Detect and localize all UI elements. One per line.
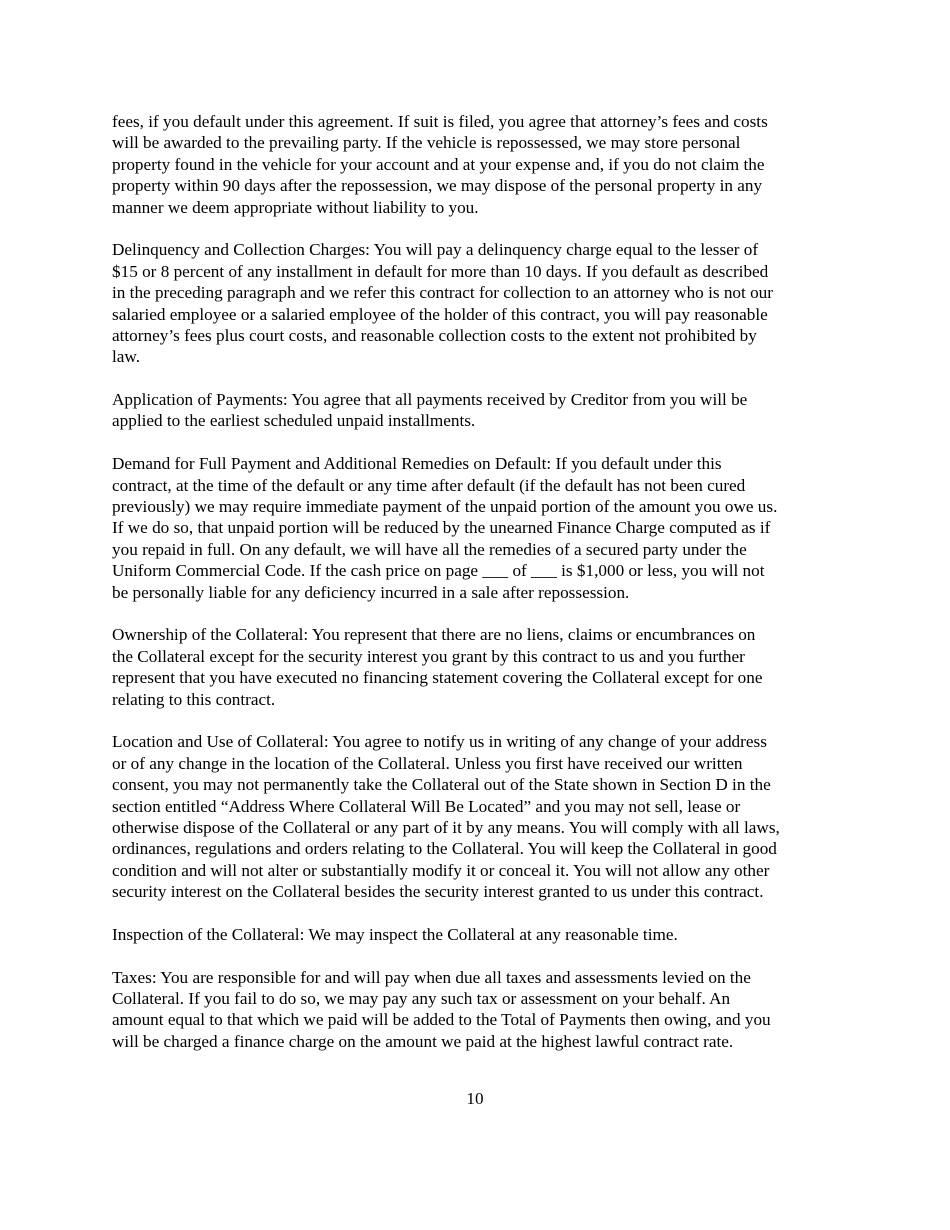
- text-line: Taxes: You are responsible for and will pay when due all taxes and assessments levied on the: [112, 967, 751, 987]
- paragraph-delinquency-charges: [112, 239, 842, 367]
- text-line: applied to the earliest scheduled unpaid installments.: [112, 411, 476, 431]
- paragraph-location-and-use: [112, 731, 842, 902]
- text-line: in the preceding paragraph and we refer this contract for collection to an attorney who is not our: [112, 283, 773, 303]
- text-line: salaried employee or a salaried employee of the holder of this contract, you will pay reasonable: [112, 304, 768, 324]
- text-line: security interest on the Collateral besides the security interest granted to us under this contract.: [112, 882, 764, 902]
- text-line: attorney’s fees plus court costs, and reasonable collection costs to the extent not prohibited by: [112, 325, 757, 345]
- text-line: will be awarded to the prevailing party. If the vehicle is repossessed, we may store personal: [112, 133, 741, 153]
- text-line: Collateral. If you fail to do so, we may pay any such tax or assessment on your behalf. An: [112, 989, 731, 1009]
- text-line: relating to this contract.: [112, 689, 276, 709]
- text-line: property within 90 days after the repossession, we may dispose of the personal property in any: [112, 176, 763, 196]
- paragraph-attorney-fees: [112, 111, 842, 218]
- text-line: the Collateral except for the security interest you grant by this contract to us and you further: [112, 646, 745, 666]
- text-line: manner we deem appropriate without liability to you.: [112, 197, 479, 217]
- text-line: you repaid in full. On any default, we will have all the remedies of a secured party under the: [112, 539, 747, 559]
- text-line: section entitled “Address Where Collateral Will Be Located” and you may not sell, lease or: [112, 796, 741, 816]
- text-line: fees, if you default under this agreement. If suit is filed, you agree that attorney’s fees and costs: [112, 112, 768, 131]
- text-line: If we do so, that unpaid portion will be reduced by the unearned Finance Charge computed as if: [112, 518, 771, 538]
- paragraph-taxes: [112, 967, 842, 1053]
- text-line: otherwise dispose of the Collateral or any part of it by any means. You will comply with all laws,: [112, 817, 780, 837]
- text-line: condition and will not alter or substantially modify it or conceal it. You will not allow any other: [112, 860, 770, 880]
- paragraph-application-of-payments: [112, 389, 842, 432]
- text-line: Uniform Commercial Code. If the cash price on page ___ of ___ is $1,000 or less, you will not: [112, 561, 765, 581]
- text-line: Delinquency and Collection Charges: You will pay a delinquency charge equal to the lesser of: [112, 240, 759, 260]
- page-number: 10: [466, 1089, 484, 1108]
- text-line: be personally liable for any deficiency incurred in a sale after repossession.: [112, 582, 630, 602]
- text-line: represent that you have executed no financing statement covering the Collateral except for one: [112, 668, 763, 688]
- text-line: property found in the vehicle for your account and at your expense and, if you do not claim the: [112, 154, 765, 174]
- text-line: amount equal to that which we paid will be added to the Total of Payments then owing, and you: [112, 1010, 771, 1030]
- paragraph-inspection: [112, 924, 842, 945]
- text-line: consent, you may not permanently take the Collateral out of the State shown in Section D in the: [112, 775, 771, 795]
- document-page: [112, 111, 842, 1074]
- text-line: or of any change in the location of the Collateral. Unless you first have received our written: [112, 753, 743, 773]
- text-line: law.: [112, 347, 140, 367]
- text-line: Ownership of the Collateral: You represent that there are no liens, claims or encumbrances on: [112, 625, 756, 645]
- text-line: will be charged a finance charge on the amount we paid at the highest lawful contract rate.: [112, 1031, 734, 1051]
- text-line: contract, at the time of the default or any time after default (if the default has not been cured: [112, 475, 746, 495]
- text-line: $15 or 8 percent of any installment in default for more than 10 days. If you default as described: [112, 261, 769, 281]
- text-line: Demand for Full Payment and Additional Remedies on Default: If you default under this: [112, 454, 722, 474]
- text-line: previously) we may require immediate payment of the unpaid portion of the amount you owe us.: [112, 497, 778, 517]
- text-line: Inspection of the Collateral: We may inspect the Collateral at any reasonable time.: [112, 924, 678, 944]
- paragraph-demand-for-full-payment: [112, 453, 842, 603]
- paragraph-ownership-of-collateral: [112, 624, 842, 710]
- text-line: ordinances, regulations and orders relating to the Collateral. You will keep the Collateral in good: [112, 839, 777, 859]
- text-line: Location and Use of Collateral: You agree to notify us in writing of any change of your address: [112, 732, 767, 752]
- text-line: Application of Payments: You agree that all payments received by Creditor from you will be: [112, 390, 748, 410]
